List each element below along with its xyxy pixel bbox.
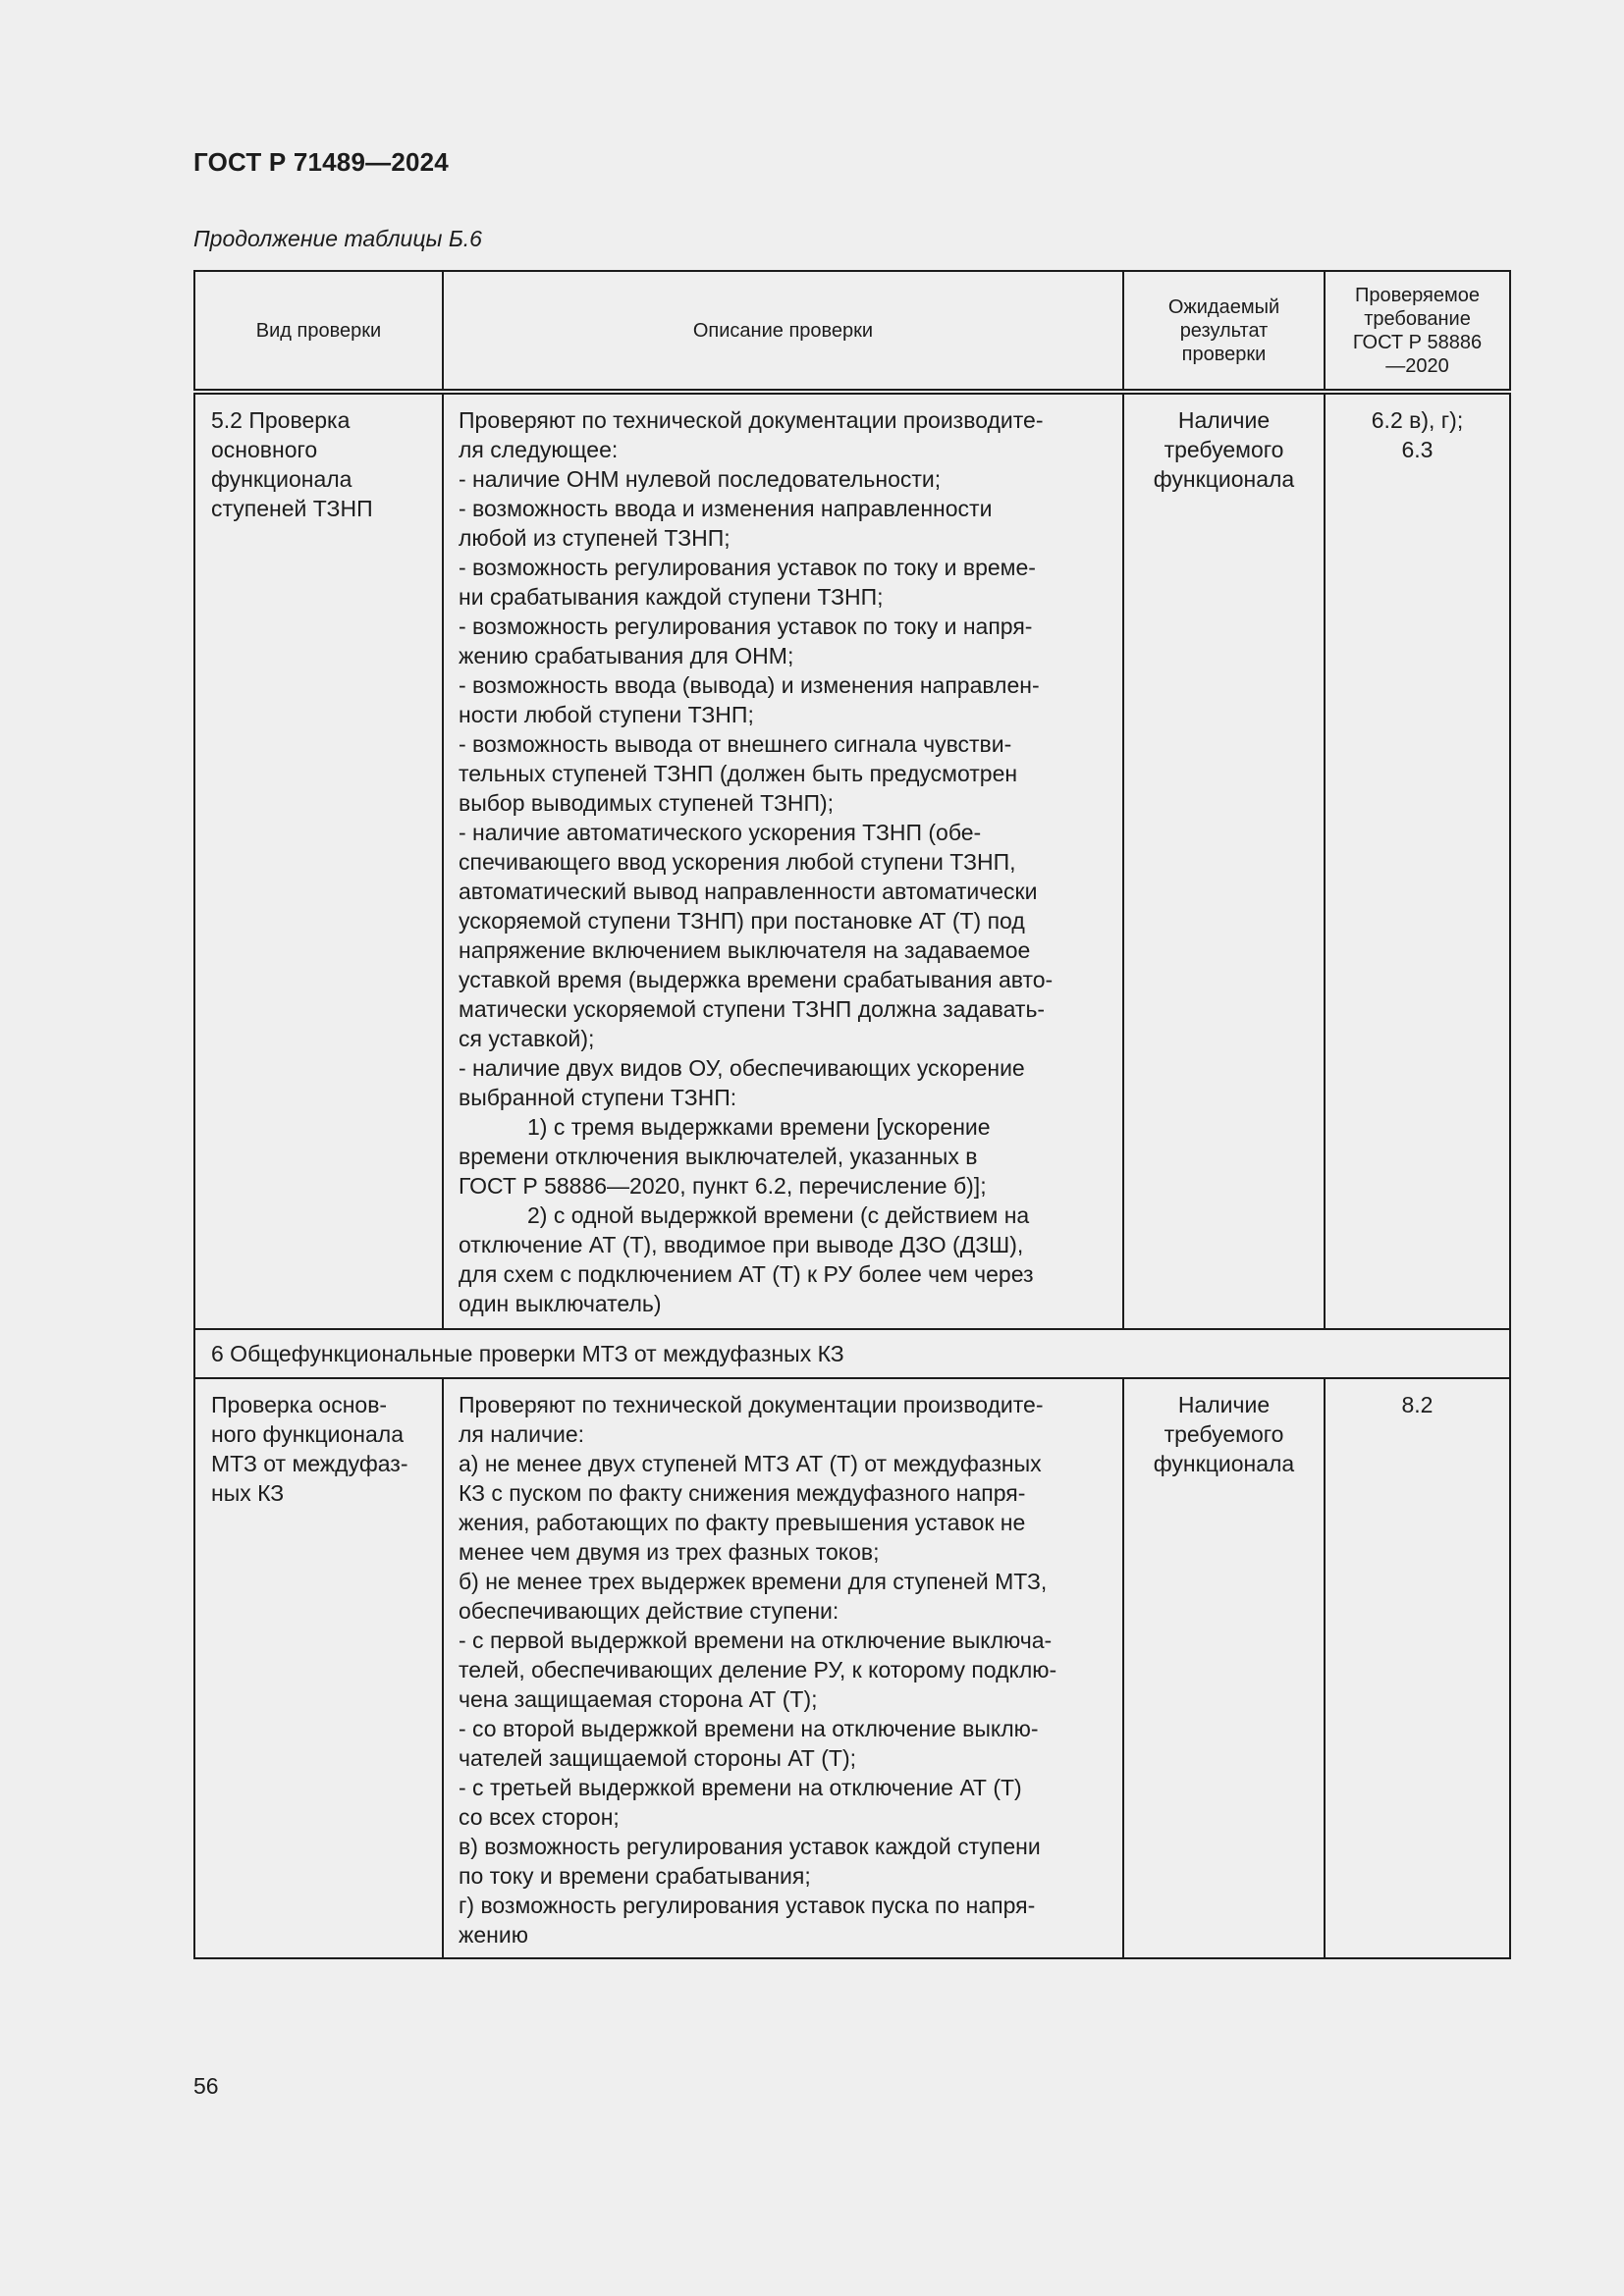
description-line: ни срабатывания каждой ступени ТЗНП; — [459, 584, 884, 610]
description-line: со всех сторон; — [459, 1804, 620, 1830]
description-line: ускоряемой ступени ТЗНП) при постановке АТ (Т) под — [459, 908, 1025, 934]
column-header-requirement: Проверяемое требование ГОСТ Р 58886—2020 — [1325, 271, 1510, 392]
description-line: в) возможность регулирования уставок каждой ступени — [459, 1834, 1041, 1859]
description-line: - с третьей выдержкой времени на отключение АТ (Т) — [459, 1775, 1022, 1800]
description-line: выбранной ступени ТЗНП: — [459, 1085, 737, 1110]
description-line: - возможность ввода и изменения направленности — [459, 496, 993, 521]
requirement-line: 6.3 — [1401, 437, 1434, 462]
description-line: любой из ступеней ТЗНП; — [459, 525, 731, 551]
description-line: для схем с подключением АТ (Т) к РУ более чем через — [459, 1261, 1034, 1287]
document-title: ГОСТ Р 71489—2024 — [193, 147, 449, 177]
check-type-cell — [194, 1378, 443, 1958]
description-line: - со второй выдержкой времени на отключение выклю- — [459, 1716, 1039, 1741]
description-line: ля наличие: — [459, 1421, 585, 1447]
table-row — [194, 1378, 1510, 1958]
result-line: Наличие — [1177, 1392, 1271, 1417]
check-description-cell — [443, 1378, 1123, 1958]
description-line: чена защищаемая сторона АТ (Т); — [459, 1686, 818, 1712]
expected-result-cell — [1123, 392, 1325, 1329]
description-line: ности любой ступени ТЗНП; — [459, 702, 754, 727]
check-type-cell — [194, 392, 443, 1329]
description-line: жению — [459, 1922, 528, 1948]
description-line: напряжение включением выключателя на задаваемое — [459, 937, 1031, 963]
description-line: - с первой выдержкой времени на отключение выключа- — [459, 1628, 1053, 1653]
section-heading: 6 Общефункциональные проверки МТЗ от междуфазных КЗ — [194, 1329, 1510, 1378]
expected-result-cell — [1123, 1378, 1325, 1958]
description-line: - возможность вывода от внешнего сигнала чувстви- — [459, 731, 1012, 757]
description-line: г) возможность регулирования уставок пуска по напря- — [459, 1893, 1036, 1918]
description-line: ГОСТ Р 58886—2020, пункт 6.2, перечисление б)]; — [459, 1173, 987, 1199]
description-line: чателей защищаемой стороны АТ (Т); — [459, 1745, 856, 1771]
result-line: функционала — [1153, 466, 1295, 492]
description-line: уставкой время (выдержка времени срабатывания авто- — [459, 967, 1054, 992]
table-caption: Продолжение таблицы Б.6 — [193, 226, 482, 251]
description-line: по току и времени срабатывания; — [459, 1863, 811, 1889]
description-line: обеспечивающих действие ступени: — [459, 1598, 839, 1624]
description-line: б) не менее трех выдержек времени для ступеней МТЗ, — [459, 1569, 1048, 1594]
column-header-type: Вид проверки — [194, 271, 443, 392]
column-header-description: Описание проверки — [443, 271, 1123, 392]
check-type-line: Проверка основ- — [211, 1392, 388, 1417]
description-line: - возможность регулирования уставок по току и време- — [459, 555, 1036, 580]
check-type-line: функционала — [211, 466, 352, 492]
description-line: Проверяют по технической документации производите- — [459, 407, 1044, 433]
check-type-line: ступеней ТЗНП — [211, 496, 373, 521]
check-description-cell — [443, 392, 1123, 1329]
description-line: ся уставкой); — [459, 1026, 595, 1051]
description-line: ля следующее: — [459, 437, 619, 462]
result-line: функционала — [1153, 1451, 1295, 1476]
description-line: - возможность ввода (вывода) и изменения направлен- — [459, 672, 1040, 698]
result-line: требуемого — [1164, 437, 1284, 462]
description-line: КЗ с пуском по факту снижения междуфазного напря- — [459, 1480, 1026, 1506]
description-line: выбор выводимых ступеней ТЗНП); — [459, 790, 835, 816]
description-line: жения, работающих по факту превышения уставок не — [459, 1510, 1026, 1535]
description-line: - наличие двух видов ОУ, обеспечивающих ускорение — [459, 1055, 1025, 1081]
check-type-line: основного — [211, 437, 318, 462]
description-line: времени отключения выключателей, указанных в — [459, 1144, 978, 1169]
page-number: 56 — [193, 2073, 219, 2099]
description-line: - наличие ОНМ нулевой последовательности; — [459, 466, 942, 492]
table-row — [194, 392, 1510, 1329]
section-row — [194, 1329, 1510, 1378]
description-line: матически ускоряемой ступени ТЗНП должна задавать- — [459, 996, 1046, 1022]
description-line: автоматический вывод направленности автоматически — [459, 879, 1038, 904]
description-line: Проверяют по технической документации производите- — [459, 1392, 1044, 1417]
description-line: 1) с тремя выдержками времени [ускорение — [527, 1114, 991, 1140]
requirement-line: 8.2 — [1401, 1392, 1434, 1417]
check-type-line: ного функционала — [211, 1421, 405, 1447]
description-line: а) не менее двух ступеней МТЗ АТ (Т) от междуфазных — [459, 1451, 1042, 1476]
description-line: жению срабатывания для ОНМ; — [459, 643, 794, 668]
description-line: 2) с одной выдержкой времени (с действием на — [527, 1202, 1030, 1228]
check-type-line: МТЗ от междуфаз- — [211, 1451, 408, 1476]
description-line: телей, обеспечивающих деление РУ, к которому подклю- — [459, 1657, 1057, 1682]
description-line: один выключатель) — [459, 1291, 662, 1316]
description-line: - наличие автоматического ускорения ТЗНП (обе- — [459, 820, 982, 845]
result-line: требуемого — [1164, 1421, 1284, 1447]
description-line: спечивающего ввод ускорения любой ступени ТЗНП, — [459, 849, 1016, 875]
description-line: менее чем двумя из трех фазных токов; — [459, 1539, 880, 1565]
requirement-cell — [1325, 392, 1510, 1329]
check-type-line: ных КЗ — [211, 1480, 285, 1506]
result-line: Наличие — [1177, 407, 1271, 433]
description-line: отключение АТ (Т), вводимое при выводе ДЗО (ДЗШ), — [459, 1232, 1024, 1257]
description-line: тельных ступеней ТЗНП (должен быть предусмотрен — [459, 761, 1018, 786]
verification-table — [193, 270, 1511, 1959]
table-header-row — [194, 271, 1510, 392]
requirement-line: 6.2 в), г); — [1371, 407, 1464, 433]
description-line: - возможность регулирования уставок по току и напря- — [459, 614, 1033, 639]
column-header-expected-result: Ожидаемый результат проверки — [1123, 271, 1325, 392]
check-type-line: 5.2 Проверка — [211, 407, 351, 433]
requirement-cell — [1325, 1378, 1510, 1958]
